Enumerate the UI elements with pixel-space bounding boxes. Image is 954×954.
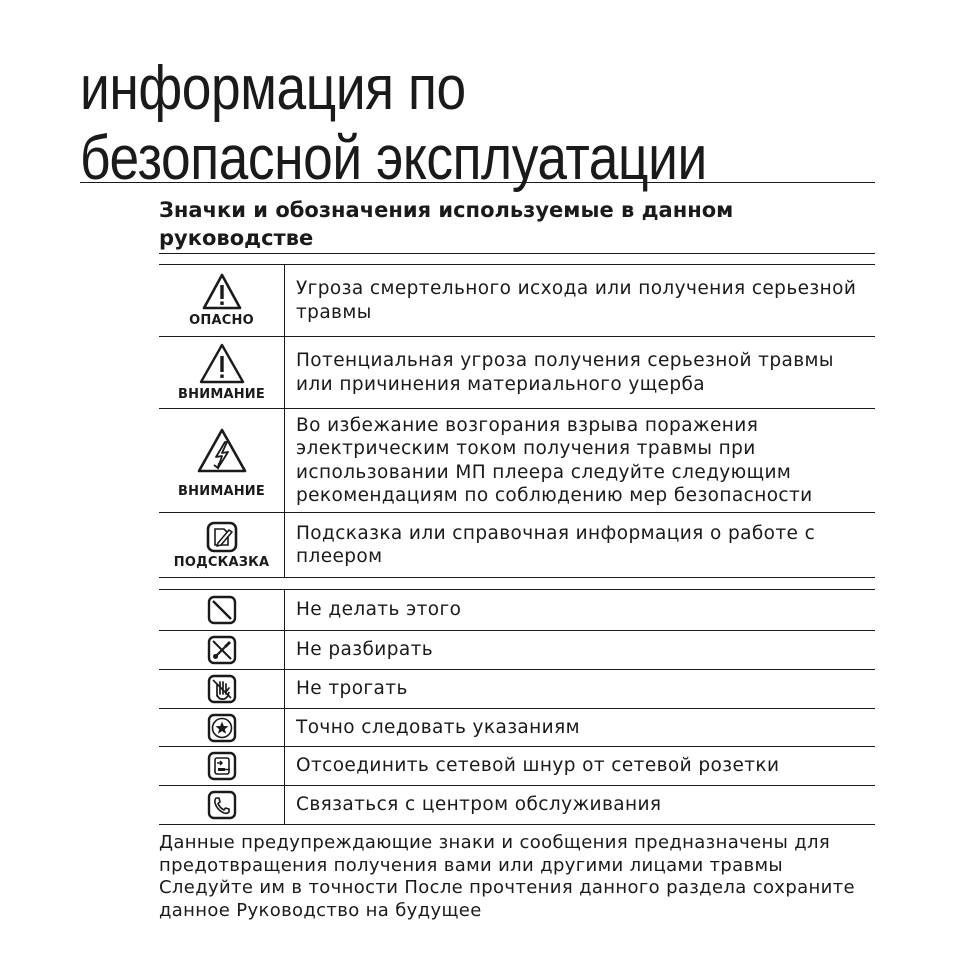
table-row — [159, 786, 875, 825]
table-row — [159, 590, 875, 631]
prohibited-icon — [207, 595, 237, 625]
symbol-text: Отсоединить сетевой шнур от сетевой розетки — [285, 747, 876, 786]
warning-icon-cell — [159, 409, 285, 513]
page-title — [80, 54, 768, 194]
warning-text: Подсказка или справочная информация о работе с плеером — [285, 513, 876, 578]
safety-note: Данные предупреждающие знаки и сообщения предназначены для предотвращения получения вами или другими лицами травмы Следуйте им в точности После прочтения данного раздела сохраните данное Руководство на будущее — [159, 832, 855, 921]
do-not-touch-icon — [207, 674, 237, 704]
symbol-icon-cell — [159, 786, 285, 825]
page-title-line-2: безопасной эксплуатации — [80, 124, 707, 193]
section-heading: Значки и обозначения используемые в данном руководстве — [159, 198, 734, 250]
symbol-text: Не трогать — [285, 670, 876, 709]
action-symbols-table — [159, 589, 875, 825]
warning-text: Во избежание возгорания взрыва поражения электрическим током получения травмы при использовании МП плеера следуйте следующим рекомендациям по соблюдению мер безопасности — [285, 409, 876, 513]
warning-label: ВНИМАНИЕ — [178, 484, 265, 499]
table-row — [159, 265, 875, 337]
warning-text: Угроза смертельного исхода или получения серьезной травмы — [285, 265, 876, 337]
title-divider — [80, 182, 875, 183]
electric-shock-triangle-icon — [197, 428, 247, 474]
warning-label: ВНИМАНИЕ — [178, 387, 265, 402]
warning-label: ОПАСНО — [189, 313, 254, 328]
do-not-disassemble-icon — [207, 635, 237, 665]
warning-symbols-table — [159, 264, 875, 578]
warning-icon-cell — [159, 513, 285, 578]
table-row — [159, 709, 875, 747]
warning-label: ПОДСКАЗКА — [173, 554, 270, 570]
table-row — [159, 337, 875, 409]
table-row — [159, 631, 875, 670]
symbol-text: Точно следовать указаниям — [285, 709, 876, 747]
table-row — [159, 513, 875, 578]
table-row — [159, 409, 875, 513]
page-title-line-1: информация по — [80, 54, 466, 123]
symbol-icon-cell — [159, 590, 285, 631]
symbol-text: Не делать этого — [285, 590, 876, 631]
heading-divider — [159, 253, 875, 254]
follow-instructions-star-icon — [207, 713, 237, 743]
symbol-icon-cell — [159, 631, 285, 670]
danger-triangle-icon — [202, 273, 242, 311]
unplug-icon — [207, 751, 237, 781]
symbol-icon-cell — [159, 747, 285, 786]
phone-service-icon — [207, 790, 237, 820]
warning-icon-cell — [159, 265, 285, 337]
warning-triangle-icon — [199, 343, 245, 385]
symbol-icon-cell — [159, 709, 285, 747]
warning-icon-cell — [159, 337, 285, 409]
symbol-text: Не разбирать — [285, 631, 876, 670]
note-pencil-icon — [206, 521, 238, 553]
table-row — [159, 670, 875, 709]
warning-text: Потенциальная угроза получения серьезной травмы или причинения материального ущерба — [285, 337, 876, 409]
symbol-icon-cell — [159, 670, 285, 709]
table-row — [159, 747, 875, 786]
symbol-text: Связаться с центром обслуживания — [285, 786, 876, 825]
